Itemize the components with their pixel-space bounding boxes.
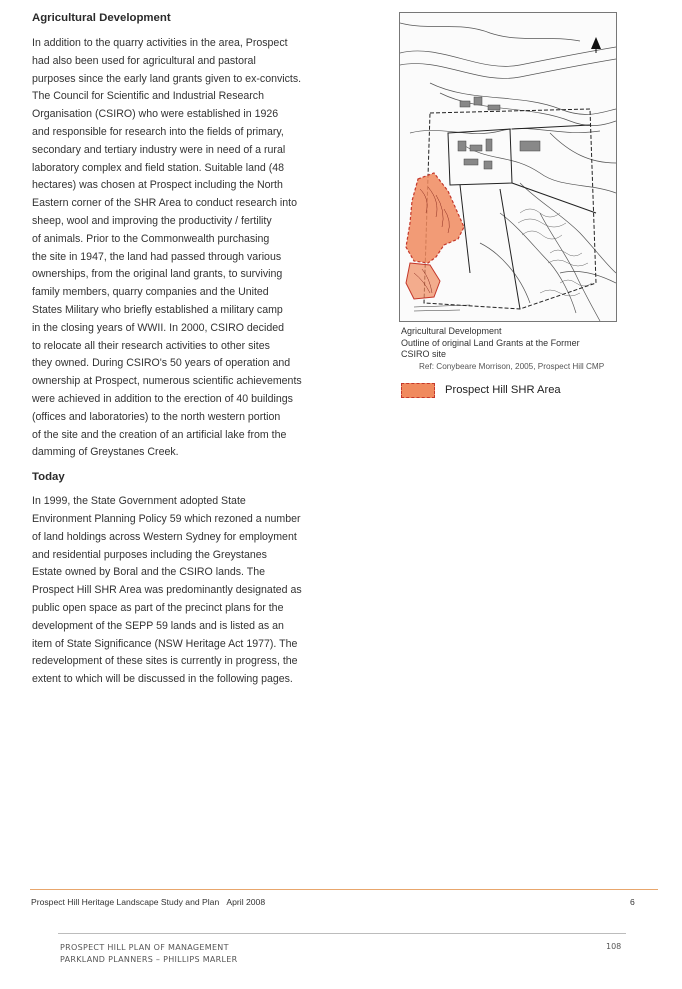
map-legend (401, 381, 561, 399)
text-line: Prospect Hill SHR Area was predominantly designated as (32, 584, 302, 597)
text-line: were achieved in addition to the erection of 40 buildings (32, 392, 293, 405)
text-line: secondary and tertiary industry were in need of a rural (32, 143, 286, 156)
shr-area-highlight (406, 173, 464, 263)
footer-document-title: Prospect Hill Heritage Landscape Study and Plan (31, 897, 220, 907)
outer-footer-authors: PARKLAND PLANNERS – PHILLIPS MARLER (60, 955, 238, 964)
body-text-column (32, 10, 344, 696)
text-line: redevelopment of these sites is currently in progress, the (32, 655, 298, 668)
text-line: purposes since the early land grants given to ex-convicts. (32, 72, 302, 85)
text-line: the site in 1947, the land had passed through various (32, 250, 282, 263)
text-line: Environment Planning Policy 59 which rezoned a number (32, 512, 301, 525)
outer-footer-title: PROSPECT HILL PLAN OF MANAGEMENT (60, 943, 229, 952)
footer-page-number: 6 (630, 897, 635, 907)
land-grants-map (399, 12, 617, 322)
text-line: had also been used for agricultural and pastoral (32, 54, 256, 67)
section-paragraph (32, 493, 344, 689)
text-line: laboratory complex and field station. Suitable land (48 (32, 161, 285, 174)
text-line: Organisation (CSIRO) who were established in 1926 (32, 108, 279, 121)
text-line: extent to which will be discussed in the following pages. (32, 673, 293, 686)
text-line: they owned. During CSIRO's 50 years of operation and (32, 357, 291, 370)
text-line: family members, quarry companies and the United (32, 286, 269, 299)
outer-footer-page-number: 108 (606, 942, 622, 951)
text-line: ownership at Prospect, numerous scientific achievements (32, 375, 302, 388)
caption-title: Agricultural Development (401, 326, 502, 336)
footer-date: April 2008 (226, 897, 266, 907)
text-line: item of State Significance (NSW Heritage Act 1977). The (32, 637, 298, 650)
text-line: and responsible for research into the fields of primary, (32, 125, 284, 138)
caption-line: CSIRO site (401, 349, 447, 359)
outer-footer (60, 942, 238, 966)
text-line: to relocate all their research activities to other sites (32, 339, 270, 352)
text-line: Eastern corner of the SHR Area to conduct research into (32, 197, 297, 210)
section-today (32, 469, 344, 689)
section-paragraph (32, 35, 344, 462)
text-line: In 1999, the State Government adopted State (32, 495, 246, 508)
text-line: public open space as part of the precinct plans for the (32, 601, 284, 614)
caption-line: Outline of original Land Grants at the Former (401, 337, 580, 348)
text-line: Estate owned by Boral and the CSIRO lands. The (32, 566, 266, 579)
text-line: of land holdings across Western Sydney for employment (32, 530, 297, 543)
text-line: development of the SEPP 59 lands and is listed as an (32, 619, 284, 632)
text-line: In addition to the quarry activities in the area, Prospect (32, 37, 288, 49)
legend-swatch (401, 383, 435, 398)
footer-divider (30, 889, 658, 890)
figure-reference: Ref: Conybeare Morrison, 2005, Prospect Hill CMP (419, 361, 605, 371)
text-line: sheep, wool and improving the productivity / fertility (32, 214, 272, 227)
section-heading: Agricultural Development (32, 12, 171, 24)
section-heading: Today (32, 471, 65, 484)
legend-label: Prospect Hill SHR Area (445, 384, 561, 396)
north-arrow-icon (591, 37, 601, 53)
map-drawing (400, 13, 616, 321)
section-agricultural-development (32, 10, 344, 462)
text-line: of the site and the creation of an artificial lake from the (32, 428, 287, 441)
text-line: The Council for Scientific and Industrial Research (32, 90, 264, 103)
outer-footer-divider (58, 933, 626, 934)
text-line: (offices and laboratories) to the north western portion (32, 410, 281, 423)
text-line: States Military who briefly established a military camp (32, 303, 283, 316)
text-line: and residential purposes including the Greystanes (32, 548, 267, 561)
text-line: hectares) was chosen at Prospect including the North (32, 179, 283, 192)
text-line: ownerships, from the original land grants, to surviving (32, 268, 283, 281)
text-line: in the closing years of WWII. In 2000, CSIRO decided (32, 321, 285, 334)
footer-document-info (31, 897, 265, 907)
figure-caption (401, 326, 651, 372)
text-line: damming of Greystanes Creek. (32, 446, 179, 459)
text-line: of animals. Prior to the Commonwealth purchasing (32, 232, 270, 245)
